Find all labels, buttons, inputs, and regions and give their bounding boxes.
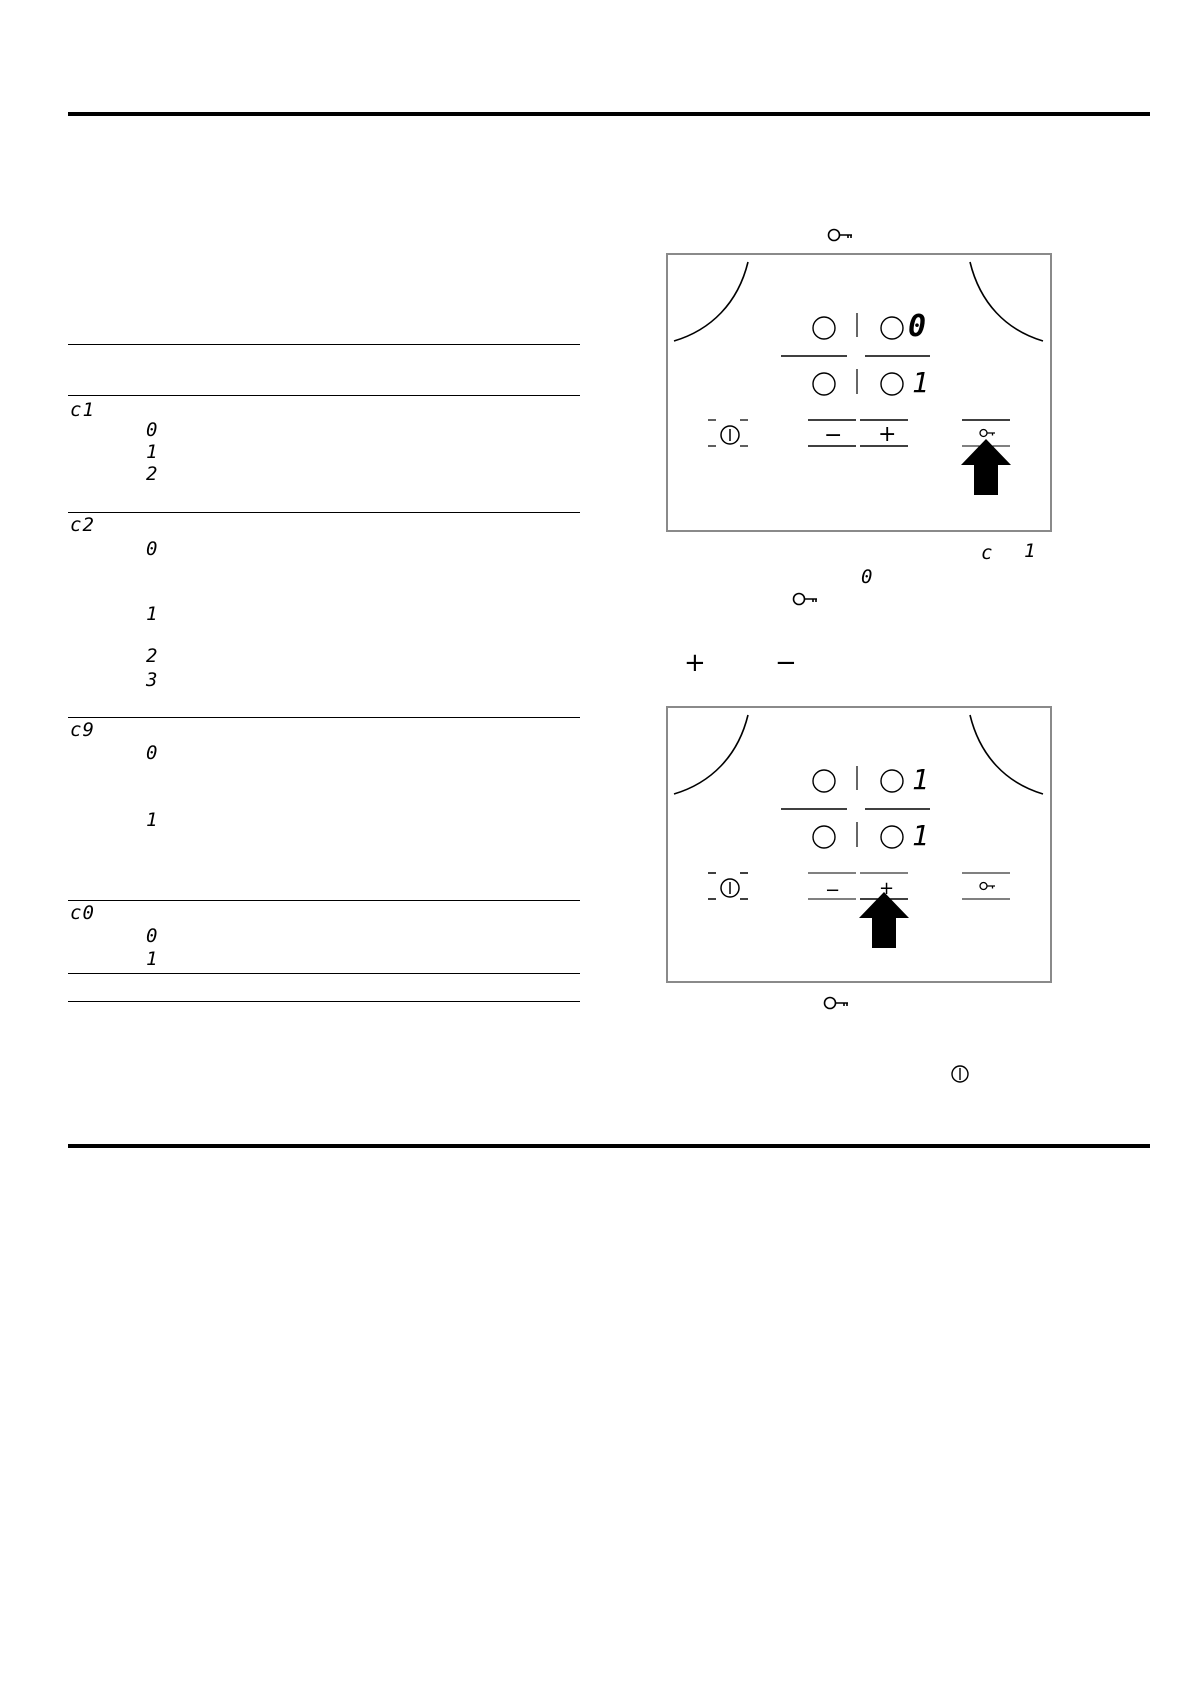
- bottom-rule: [68, 1144, 1150, 1148]
- key-icon: [979, 428, 997, 438]
- power-level-display: 0: [908, 309, 928, 344]
- cooking-zone-icon: [812, 769, 836, 793]
- control-panel-diagram: [666, 253, 1052, 532]
- panel-graphics: [666, 253, 1052, 532]
- setting-value: 1: [146, 809, 159, 831]
- minus-button-label: −: [824, 423, 843, 448]
- inline-plus-symbol: +: [684, 648, 706, 678]
- setting-value: 2: [146, 645, 159, 667]
- power-level-display: 1: [912, 819, 930, 852]
- setting-code-c0: c0: [70, 902, 95, 924]
- key-icon: [979, 881, 997, 891]
- cooking-zone-icon: [880, 769, 904, 793]
- table-rule: [68, 1001, 580, 1002]
- setting-code-c2: c2: [70, 514, 95, 536]
- setting-value: 0: [146, 419, 159, 441]
- top-rule: [68, 112, 1150, 116]
- cooking-zone-icon: [812, 316, 836, 340]
- plus-button-label: +: [879, 878, 895, 899]
- inline-0-symbol: 0: [861, 566, 874, 588]
- table-rule: [68, 973, 580, 974]
- minus-button-label: −: [825, 880, 841, 901]
- setting-code-c9: c9: [70, 719, 95, 741]
- setting-code-c1: c1: [70, 399, 95, 421]
- control-panel-diagram: [666, 706, 1052, 983]
- table-rule: [68, 395, 580, 396]
- table-rule: [68, 512, 580, 513]
- power-level-display: 1: [912, 366, 930, 399]
- panel-graphics: [666, 706, 1052, 983]
- setting-value: 3: [146, 669, 159, 691]
- setting-value: 0: [146, 538, 159, 560]
- setting-value: 1: [146, 441, 159, 463]
- cooking-zone-icon: [880, 825, 904, 849]
- inline-c-symbol: c: [981, 542, 994, 564]
- cooking-zone-icon: [880, 372, 904, 396]
- table-rule: [68, 344, 580, 345]
- cooking-zone-icon: [812, 372, 836, 396]
- table-rule: [68, 900, 580, 901]
- power-icon: [950, 1064, 970, 1084]
- setting-value: 2: [146, 463, 159, 485]
- inline-minus-symbol: −: [775, 648, 797, 678]
- power-icon: [718, 876, 742, 900]
- setting-value: 0: [146, 925, 159, 947]
- power-level-display: 1: [912, 763, 930, 796]
- setting-value: 1: [146, 603, 159, 625]
- cooking-zone-icon: [812, 825, 836, 849]
- key-icon: [823, 995, 851, 1011]
- cooking-zone-icon: [880, 316, 904, 340]
- key-icon: [792, 591, 820, 607]
- plus-button-label: +: [878, 422, 897, 447]
- setting-value: 0: [146, 742, 159, 764]
- power-icon: [718, 423, 742, 447]
- inline-1-symbol: 1: [1024, 540, 1037, 562]
- table-rule: [68, 717, 580, 718]
- key-icon: [827, 227, 855, 243]
- setting-value: 1: [146, 948, 159, 970]
